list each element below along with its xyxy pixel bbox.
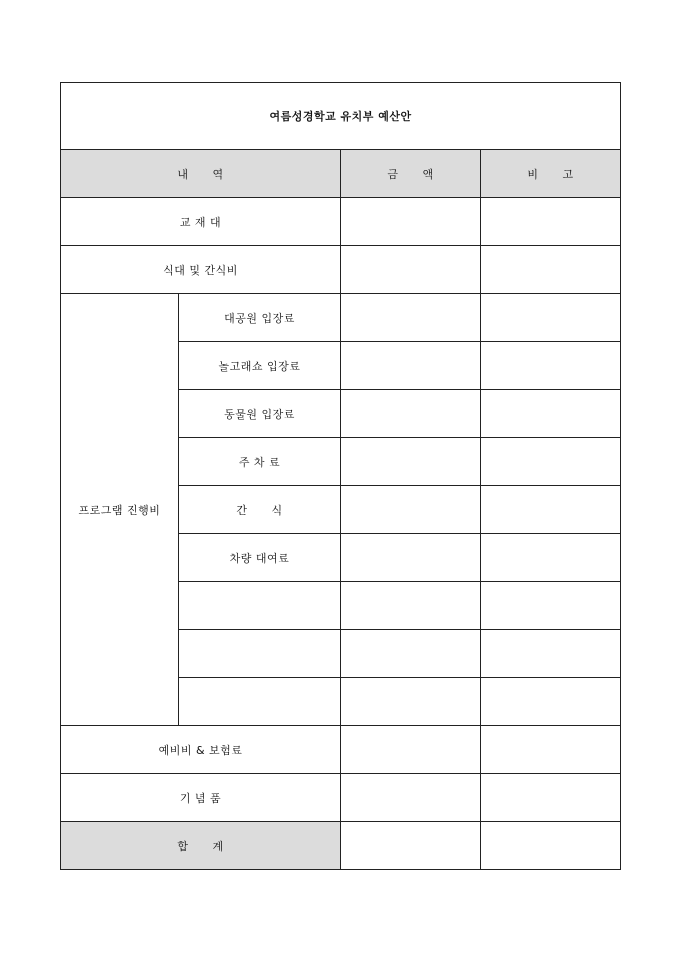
note-cell[interactable] bbox=[481, 294, 621, 342]
amount-cell[interactable] bbox=[341, 294, 481, 342]
note-cell[interactable] bbox=[481, 198, 621, 246]
amount-cell[interactable] bbox=[341, 486, 481, 534]
table-row bbox=[61, 726, 621, 774]
note-cell[interactable] bbox=[481, 342, 621, 390]
program-item-label[interactable] bbox=[179, 678, 341, 726]
row-label-total: 합 계 bbox=[61, 822, 341, 870]
row-label-reserve: 예비비 & 보험료 bbox=[61, 726, 341, 774]
note-cell[interactable] bbox=[481, 246, 621, 294]
row-label-textbook: 교 재 대 bbox=[61, 198, 341, 246]
amount-cell[interactable] bbox=[341, 726, 481, 774]
table-row bbox=[61, 774, 621, 822]
note-cell[interactable] bbox=[481, 486, 621, 534]
budget-sheet bbox=[60, 82, 620, 874]
amount-cell[interactable] bbox=[341, 438, 481, 486]
note-cell[interactable] bbox=[481, 534, 621, 582]
table-row bbox=[61, 294, 621, 342]
table-header bbox=[61, 150, 621, 198]
program-item-label[interactable] bbox=[179, 630, 341, 678]
note-cell[interactable] bbox=[481, 774, 621, 822]
amount-cell[interactable] bbox=[341, 630, 481, 678]
amount-cell[interactable] bbox=[341, 534, 481, 582]
program-item-label: 대공원 입장료 bbox=[179, 294, 341, 342]
program-item-label: 간 식 bbox=[179, 486, 341, 534]
amount-cell[interactable] bbox=[341, 198, 481, 246]
table-row bbox=[61, 246, 621, 294]
budget-table bbox=[60, 82, 621, 870]
amount-cell[interactable] bbox=[341, 774, 481, 822]
amount-cell[interactable] bbox=[341, 678, 481, 726]
total-amount-cell[interactable] bbox=[341, 822, 481, 870]
note-cell[interactable] bbox=[481, 582, 621, 630]
row-label-meals: 식대 및 간식비 bbox=[61, 246, 341, 294]
header-amount: 금 액 bbox=[341, 150, 481, 198]
total-note-cell[interactable] bbox=[481, 822, 621, 870]
amount-cell[interactable] bbox=[341, 390, 481, 438]
table-row bbox=[61, 198, 621, 246]
amount-cell[interactable] bbox=[341, 582, 481, 630]
header-item: 내 역 bbox=[61, 150, 341, 198]
note-cell[interactable] bbox=[481, 726, 621, 774]
note-cell[interactable] bbox=[481, 630, 621, 678]
program-item-label: 동물원 입장료 bbox=[179, 390, 341, 438]
program-item-label: 차량 대여료 bbox=[179, 534, 341, 582]
total-row bbox=[61, 822, 621, 870]
row-label-souvenir: 기 념 품 bbox=[61, 774, 341, 822]
header-note: 비 고 bbox=[481, 150, 621, 198]
note-cell[interactable] bbox=[481, 438, 621, 486]
row-label-program-group: 프로그램 진행비 bbox=[61, 294, 179, 726]
amount-cell[interactable] bbox=[341, 342, 481, 390]
amount-cell[interactable] bbox=[341, 246, 481, 294]
program-item-label: 주 차 료 bbox=[179, 438, 341, 486]
document-title: 여름성경학교 유치부 예산안 bbox=[61, 83, 621, 150]
program-item-label: 놀고래쇼 입장료 bbox=[179, 342, 341, 390]
note-cell[interactable] bbox=[481, 678, 621, 726]
note-cell[interactable] bbox=[481, 390, 621, 438]
program-item-label[interactable] bbox=[179, 582, 341, 630]
